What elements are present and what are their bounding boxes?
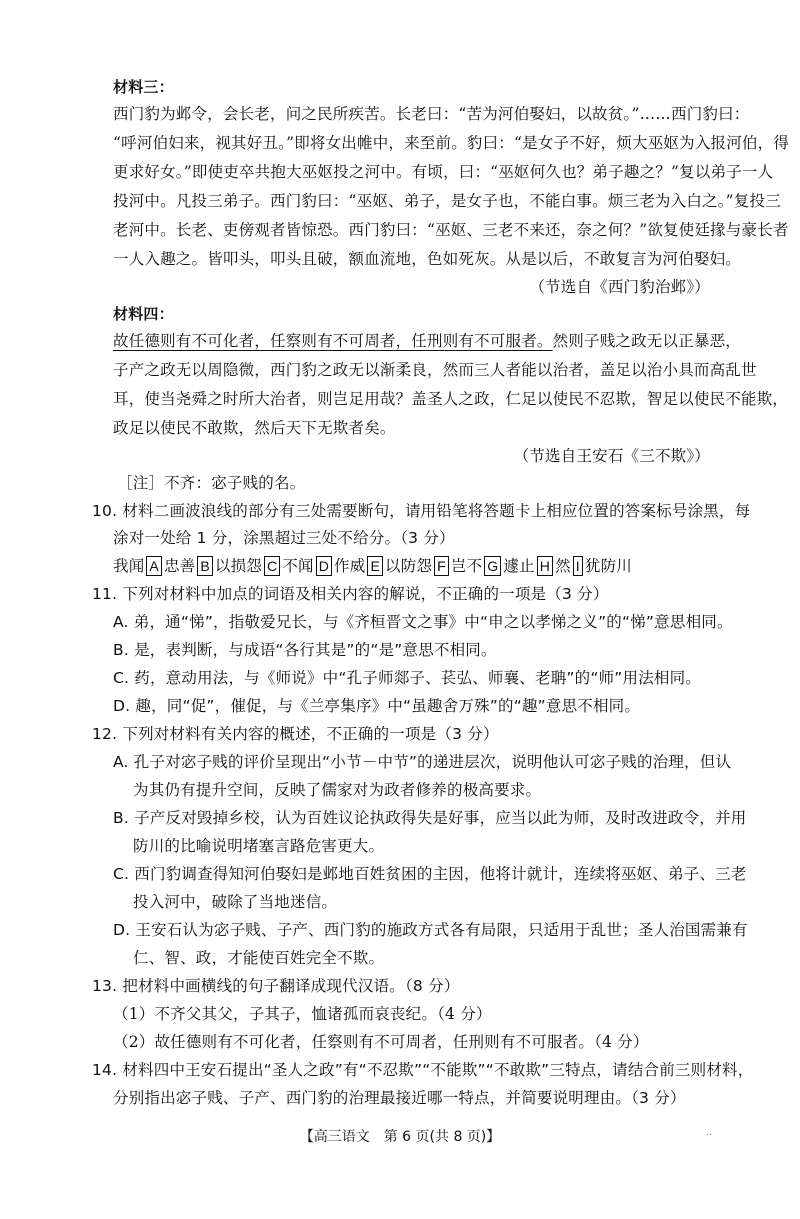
page-footer: 【高三语文 第 6 页(共 8 页)】	[299, 1129, 501, 1145]
q10-text-segment: 遽止	[503, 557, 535, 575]
material3-line: “呼河伯妇来，视其好丑。”即将女出帷中，来至前。豹曰：“是女子不好，烦大巫妪为入报河伯，得	[113, 134, 790, 152]
material3-line: 一人入趣之。皆叩头，叩头且破，额血流地，色如死灰。从是以后，不敢复言为河伯娶妇。	[113, 250, 742, 268]
q10-text-segment: 我闻	[113, 557, 145, 575]
q10-text-segment: 不闻	[282, 557, 314, 575]
corner-mark: ··	[706, 1130, 713, 1141]
question-13-item-2: （2）故任德则有不可化者，任察则有不可周者，任刑则有不可服者。（4 分）	[113, 1033, 649, 1051]
question-11-option-c: C. 药，意动用法，与《师说》中“孔子师郯子、苌弘、师襄、老聃”的“师”用法相同。	[113, 669, 701, 687]
question-11-option-b: B. 是，表判断，与成语“各行其是”的“是”意思不相同。	[113, 641, 497, 659]
q10-text-segment: 以防怨	[385, 557, 433, 575]
question-12-option-b: B. 子产反对毁掉乡校，认为百姓议论执政得失是好事，应当以此为师，及时改进政令，并用	[113, 809, 747, 827]
q10-text-segment: 以损怨	[214, 557, 263, 575]
material4-title: 材料四：	[113, 305, 174, 323]
q10-answer-box[interactable]: G	[484, 556, 501, 576]
question-14-stem: 14. 材料四中王安石提出“圣人之政”有“不忍欺”“不能欺”“不敢欺”三特点，请结合前三则材料，	[92, 1061, 754, 1079]
q10-text-segment: 忠善	[163, 557, 196, 575]
q10-answer-box[interactable]: B	[197, 556, 213, 576]
question-10-segments	[113, 555, 632, 577]
q10-text-segment: 犹防川	[584, 557, 632, 575]
material3-source: （节选自《西门豹治邺》）	[529, 278, 710, 296]
question-11-stem: 11. 下列对材料中加点的词语及相关内容的解说，不正确的一项是（3 分）	[92, 585, 609, 603]
question-12-option-c: C. 西门豹调查得知河伯娶妇是邺地百姓贫困的主因，他将计就计，连续将巫妪、弟子、三老	[113, 865, 747, 883]
q10-answer-box[interactable]: H	[537, 556, 553, 576]
q10-text-segment: 岂不	[450, 557, 483, 575]
question-10-stem: 10. 材料二画波浪线的部分有三处需要断句，请用铅笔将答题卡上相应位置的答案标号涂黑，每	[92, 502, 751, 520]
material4-line: 子产之政无以周隐微，西门豹之政无以渐柔良，然而三人者能以治者，盖足以治小具而高乱世	[113, 361, 757, 379]
q10-answer-box[interactable]: F	[434, 556, 449, 576]
note: ［注］不齐：宓子贱的名。	[117, 474, 306, 492]
question-12-option-a: A. 孔子对宓子贱的评价呈现出“小节－中节”的递进层次，说明他认可宓子贱的治理，但认	[113, 753, 732, 771]
material4-line-1	[113, 330, 741, 352]
q10-text-segment: 然	[555, 557, 571, 575]
material4-line-1-rest: 然则子贱之政无以正暴恶，	[552, 332, 742, 350]
material4-line: 耳，使当尧舜之时所大治者，则岂足用哉？盖圣人之政，仁足以使民不忍欺，智足以使民不能欺，	[113, 390, 789, 408]
material4-line: 政足以使民不敢欺，然后天下无欺者矣。	[113, 419, 396, 437]
material3-line: 投河中。凡投三弟子。西门豹曰：“巫妪、弟子，是女子也，不能白事。烦三老为入白之。”复投三	[113, 192, 781, 210]
material3-line: 西门豹为邺令，会长老，问之民所疾苦。长老曰：“苦为河伯娶妇，以故贫。”……西门豹曰：	[113, 105, 750, 123]
question-11-option-d: D. 趣，同“促”，催促，与《兰亭集序》中“虽趣舍万殊”的“趣”意思不相同。	[113, 697, 641, 715]
material3-line: 老河中。长老、吏傍观者皆惊恐。西门豹曰：“巫妪、三老不来还，奈之何？”欲复使廷掾与豪长者	[113, 221, 789, 239]
question-12-option-d: D. 王安石认为宓子贱、子产、西门豹的施政方式各有局限，只适用于乱世；圣人治国需兼有	[113, 921, 748, 939]
q10-answer-box[interactable]: E	[367, 556, 383, 576]
q10-answer-box[interactable]: D	[316, 556, 332, 576]
question-13-stem: 13. 把材料中画横线的句子翻译成现代汉语。（8 分）	[92, 977, 460, 995]
q10-answer-box[interactable]: I	[573, 556, 583, 576]
q10-answer-box[interactable]: C	[264, 556, 280, 576]
question-14-stem: 分别指出宓子贱、子产、西门豹的治理最接近哪一特点，并简要说明理由。（3 分）	[113, 1089, 686, 1107]
question-12-option-c-cont: 投入河中，破除了当地迷信。	[133, 893, 338, 911]
question-12-option-a-cont: 为其仍有提升空间，反映了儒家对为政者修养的极高要求。	[133, 781, 542, 799]
q10-text-segment: 作威	[334, 557, 366, 575]
question-12-option-b-cont: 防川的比喻说明堵塞言路危害更大。	[133, 837, 385, 855]
material3-title: 材料三：	[113, 78, 174, 96]
underlined-sentence: 故任德则有不可化者，任察则有不可周者，任刑则有不可服者。	[113, 332, 553, 350]
material4-source: （节选自王安石《三不欺》）	[513, 447, 710, 465]
question-11-option-a: A. 弟，通“悌”，指敬爱兄长，与《齐桓晋文之事》中“申之以孝悌之义”的“悌”意思相同。	[113, 613, 733, 631]
question-12-option-d-cont: 仁、智、政，才能使百姓完全不欺。	[133, 949, 385, 967]
q10-answer-box[interactable]: A	[146, 556, 162, 576]
question-10-stem: 涂对一处给 1 分，涂黑超过三处不给分。（3 分）	[113, 529, 455, 547]
question-12-stem: 12. 下列对材料有关内容的概述，不正确的一项是（3 分）	[92, 725, 499, 743]
question-13-item-1: （1）不齐父其父，子其子，恤诸孤而哀丧纪。（4 分）	[113, 1005, 492, 1023]
material3-line: 更求好女。”即使吏卒共抱大巫妪投之河中。有顷，曰：“巫妪何久也？弟子趣之？”复以弟子一人	[113, 163, 774, 181]
